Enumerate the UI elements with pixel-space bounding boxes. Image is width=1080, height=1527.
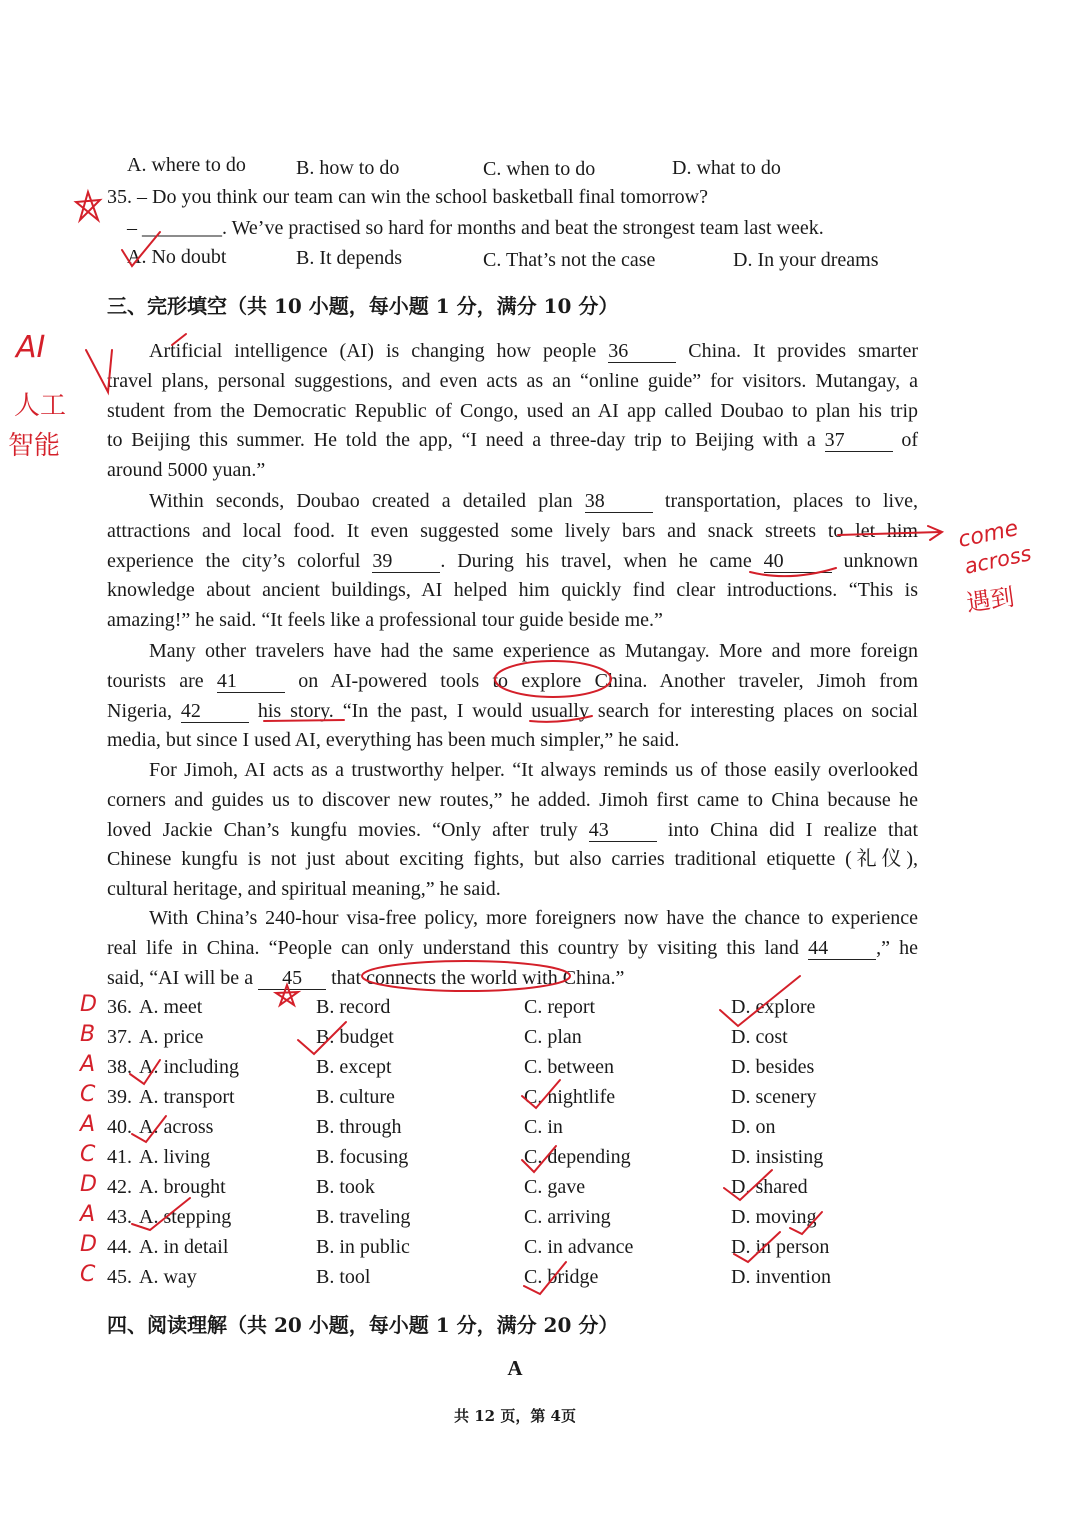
- passage-text: . During his travel, when he came: [440, 549, 764, 572]
- passage-line: [107, 398, 918, 424]
- margin-note-come: come: [956, 515, 1021, 554]
- question-option: D. in person: [731, 1236, 830, 1258]
- question-option: D. moving: [731, 1206, 817, 1228]
- question-option: A. in detail: [139, 1236, 229, 1258]
- question-option: D. on: [731, 1116, 776, 1138]
- passage-text: Chinese kungfu is not just about exciting fights, but also carries traditional etiquette (礼仪),: [107, 848, 918, 871]
- star-mark-q35: [76, 192, 100, 220]
- margin-note-yudao: 遇到: [964, 582, 1017, 618]
- passage-text: unknown: [831, 549, 918, 572]
- blank-41: 41: [217, 670, 285, 693]
- part-letter: A: [507, 1356, 523, 1380]
- question-option: C. report: [524, 996, 596, 1018]
- blank-42: 42: [181, 700, 249, 723]
- passage-text: knowledge about ancient buildings, AI helped him quickly find clear introductions. “This is: [107, 579, 918, 602]
- blank-45: 45: [258, 967, 326, 990]
- margin-note-across: across: [962, 541, 1034, 579]
- q35-option-a: A. No doubt: [127, 246, 227, 268]
- passage-text: travel plans, personal suggestions, and even acts as an “online guide” for visitors. Mutangay, a: [107, 369, 918, 392]
- question-number: 42.: [107, 1176, 132, 1198]
- question-option: B. culture: [316, 1086, 395, 1108]
- question-option: C. plan: [524, 1026, 582, 1048]
- question-option: A. across: [139, 1116, 214, 1138]
- question-option: A. meet: [139, 996, 203, 1018]
- question-option: B. took: [316, 1176, 375, 1198]
- q35-option-b: B. It depends: [296, 247, 403, 269]
- section3-heading: 三、完形填空（共 10 小题，每小题 1 分，满分 10 分）: [107, 294, 619, 318]
- passage-line: [107, 787, 918, 813]
- question-option: B. focusing: [316, 1146, 409, 1168]
- margin-note-zhineng: 智能: [8, 431, 61, 461]
- passage-text: Nigeria,: [107, 699, 181, 722]
- question-option: B. traveling: [316, 1206, 411, 1228]
- passage-line: [107, 727, 679, 753]
- passage-text: attractions and local food. It even suggested some lively bars and snack streets to let him: [107, 519, 918, 542]
- passage-line: [149, 488, 918, 514]
- q35-option-c: C. That’s not the case: [483, 249, 656, 271]
- passage-line: [107, 548, 918, 574]
- q35-option-d: D. In your dreams: [733, 249, 879, 271]
- handwritten-answer-letter: A: [80, 1112, 96, 1137]
- question-option: B. except: [316, 1056, 392, 1078]
- question-option: D. besides: [731, 1056, 815, 1078]
- question-option: D. shared: [731, 1176, 808, 1198]
- passage-line: [107, 965, 624, 991]
- question-option: A. including: [139, 1056, 239, 1078]
- passage-line: [107, 427, 918, 453]
- handwritten-answer-letter: D: [80, 1232, 97, 1257]
- passage-text: that connects the world with China.”: [326, 966, 625, 989]
- passage-text: media, but since I used AI, everything has been much simpler,” he said.: [107, 729, 680, 752]
- passage-line: [107, 698, 918, 724]
- passage-text: ,” he: [876, 936, 918, 959]
- passage-text: loved Jackie Chan’s kungfu movies. “Only after truly: [107, 818, 589, 841]
- passage-text: China. It provides smarter: [676, 340, 919, 362]
- passage-line: [149, 757, 918, 783]
- passage-text: of: [892, 429, 918, 452]
- passage-text: corners and guides us to discover new routes,” he added. Jimoh first came to China because he: [107, 788, 918, 811]
- question-number: 37.: [107, 1026, 132, 1048]
- passage-text: transportation, places to live,: [652, 490, 918, 512]
- blank-43: 43: [589, 819, 657, 842]
- question-number: 43.: [107, 1206, 132, 1228]
- question-number: 45.: [107, 1266, 132, 1288]
- section4-heading: 四、阅读理解（共 20 小题，每小题 1 分，满分 20 分）: [107, 1313, 619, 1337]
- passage-line: [107, 368, 918, 394]
- passage-text: into China did I realize that: [656, 818, 919, 841]
- blank-40: 40: [764, 550, 832, 573]
- handwritten-answer-letter: D: [80, 1172, 97, 1197]
- passage-line: [149, 638, 918, 664]
- q34-option-d: D. what to do: [672, 157, 781, 179]
- handwritten-answer-letter: D: [80, 992, 97, 1017]
- passage-line: [149, 905, 918, 931]
- passage-line: [107, 457, 265, 483]
- question-number: 39.: [107, 1086, 132, 1108]
- q35-question: 35. – Do you think our team can win the school basketball final tomorrow?: [107, 186, 708, 208]
- question-number: 36.: [107, 996, 132, 1018]
- handwritten-answer-letter: C: [80, 1142, 96, 1167]
- blank-38: 38: [585, 490, 653, 513]
- passage-text: Artificial intelligence (AI) is changing how people: [149, 340, 609, 362]
- question-option: D. cost: [731, 1026, 788, 1048]
- question-option: C. in advance: [524, 1236, 634, 1258]
- passage-line: [107, 607, 663, 633]
- blank-39: 39: [372, 550, 440, 573]
- q35-answer-line: – ________. We’ve practised so hard for months and beat the strongest team last week.: [127, 217, 824, 239]
- handwritten-answer-letter: A: [80, 1052, 96, 1077]
- question-option: D. insisting: [731, 1146, 824, 1168]
- question-option: D. explore: [731, 996, 816, 1018]
- question-option: C. arriving: [524, 1206, 611, 1228]
- q34-option-b: B. how to do: [296, 157, 400, 179]
- margin-note-ai: AI: [16, 330, 46, 365]
- question-number: 40.: [107, 1116, 132, 1138]
- blank-36: 36: [608, 340, 676, 363]
- passage-line: [107, 518, 918, 544]
- question-number: 38.: [107, 1056, 132, 1078]
- passage-text: on AI-powered tools to explore China. Another traveler, Jimoh from: [284, 669, 919, 692]
- question-option: D. invention: [731, 1266, 831, 1288]
- passage-text: student from the Democratic Republic of Congo, used an AI app called Doubao to plan his trip: [107, 399, 918, 422]
- passage-text: With China’s 240-hour visa-free policy, more foreigners now have the chance to experience: [149, 907, 918, 929]
- passage-line: [149, 338, 918, 364]
- passage-text: Many other travelers have had the same experience as Mutangay. More and more foreign: [149, 640, 918, 662]
- question-option: B. budget: [316, 1026, 394, 1048]
- passage-text: tourists are: [107, 669, 217, 692]
- passage-line: [107, 668, 918, 694]
- handwritten-answer-letter: C: [80, 1082, 96, 1107]
- passage-text: real life in China. “People can only understand this country by visiting this land: [107, 936, 809, 959]
- question-option: C. between: [524, 1056, 614, 1078]
- question-option: B. tool: [316, 1266, 371, 1288]
- q34-option-a: A. where to do: [127, 154, 246, 176]
- question-option: C. depending: [524, 1146, 631, 1168]
- question-option: D. scenery: [731, 1086, 817, 1108]
- handwritten-answer-letter: B: [80, 1022, 96, 1047]
- passage-line: [107, 577, 918, 603]
- page-number: 共 12 页，第 4页: [454, 1407, 576, 1425]
- question-number: 44.: [107, 1236, 132, 1258]
- passage-line: [107, 846, 918, 872]
- margin-note-rengong: 人工: [14, 391, 67, 421]
- question-option: A. transport: [139, 1086, 235, 1108]
- passage-text: cultural heritage, and spiritual meaning,” he said.: [107, 878, 501, 901]
- passage-text: around 5000 yuan.”: [107, 459, 266, 482]
- handwritten-answer-letter: A: [80, 1202, 96, 1227]
- question-option: C. nightlife: [524, 1086, 616, 1108]
- handwritten-answer-letter: C: [80, 1262, 96, 1287]
- question-option: B. in public: [316, 1236, 410, 1258]
- question-option: A. price: [139, 1026, 204, 1048]
- passage-text: his story. “In the past, I would usually search for interesting places on social: [248, 699, 918, 722]
- question-option: C. bridge: [524, 1266, 599, 1288]
- question-option: A. living: [139, 1146, 211, 1168]
- question-option: A. brought: [139, 1176, 226, 1198]
- question-option: B. record: [316, 996, 391, 1018]
- blank-37: 37: [825, 429, 893, 452]
- passage-text: amazing!” he said. “It feels like a professional tour guide beside me.”: [107, 609, 663, 632]
- question-number: 41.: [107, 1146, 132, 1168]
- q34-option-c: C. when to do: [483, 158, 596, 180]
- question-option: A. way: [139, 1266, 197, 1288]
- question-option: C. in: [524, 1116, 563, 1138]
- question-option: C. gave: [524, 1176, 586, 1198]
- question-option: A. stepping: [139, 1206, 232, 1228]
- passage-line: [107, 876, 501, 902]
- passage-text: to Beijing this summer. He told the app, “I need a three-day trip to Beijing with a: [107, 429, 825, 452]
- passage-line: [107, 817, 918, 843]
- passage-text: For Jimoh, AI acts as a trustworthy helper. “It always reminds us of those easily overlooked: [149, 759, 918, 781]
- passage-text: said, “AI will be a: [107, 966, 259, 989]
- blank-44: 44: [808, 937, 876, 960]
- question-option: B. through: [316, 1116, 402, 1138]
- passage-text: experience the city’s colorful: [107, 549, 373, 572]
- passage-text: Within seconds, Doubao created a detailed plan: [149, 490, 585, 512]
- passage-line: [107, 935, 918, 961]
